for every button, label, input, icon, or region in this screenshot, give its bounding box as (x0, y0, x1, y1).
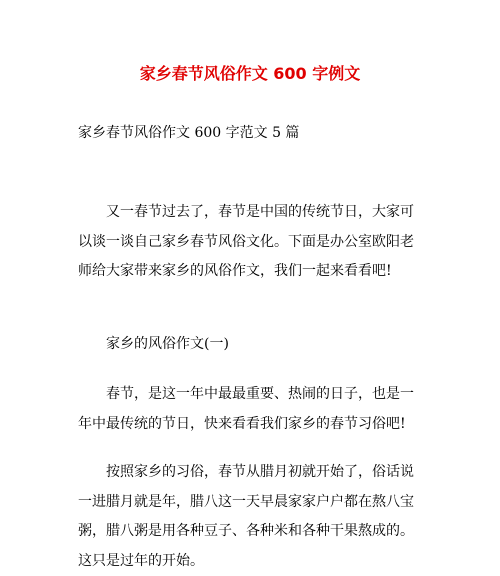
body-paragraph: 春节，是这一年中最最重要、热闹的日子，也是一年中最传统的节日，快来看看我们家乡的春节习俗吧! (78, 386, 414, 432)
intro-paragraph: 又一春节过去了，春节是中国的传统节日，大家可以谈一谈自己家乡春节风俗文化。下面是办公室欧阳老师给大家带来家乡的风俗作文，我们一起来看看吧! (78, 204, 414, 279)
document-title: 家乡春节风俗作文 600 字例文 (139, 64, 361, 83)
document-subtitle: 家乡春节风俗作文 600 字范文 5 篇 (78, 125, 300, 141)
section-heading: 家乡的风俗作文(一) (106, 336, 229, 352)
body-paragraph: 按照家乡的习俗，春节从腊月初就开始了，俗话说一进腊月就是年，腊八这一天早晨家家户户都在熬八宝粥，腊八粥是用各种豆子、各种米和各种干果熬成的。这只是过年的开始。 (78, 464, 414, 569)
